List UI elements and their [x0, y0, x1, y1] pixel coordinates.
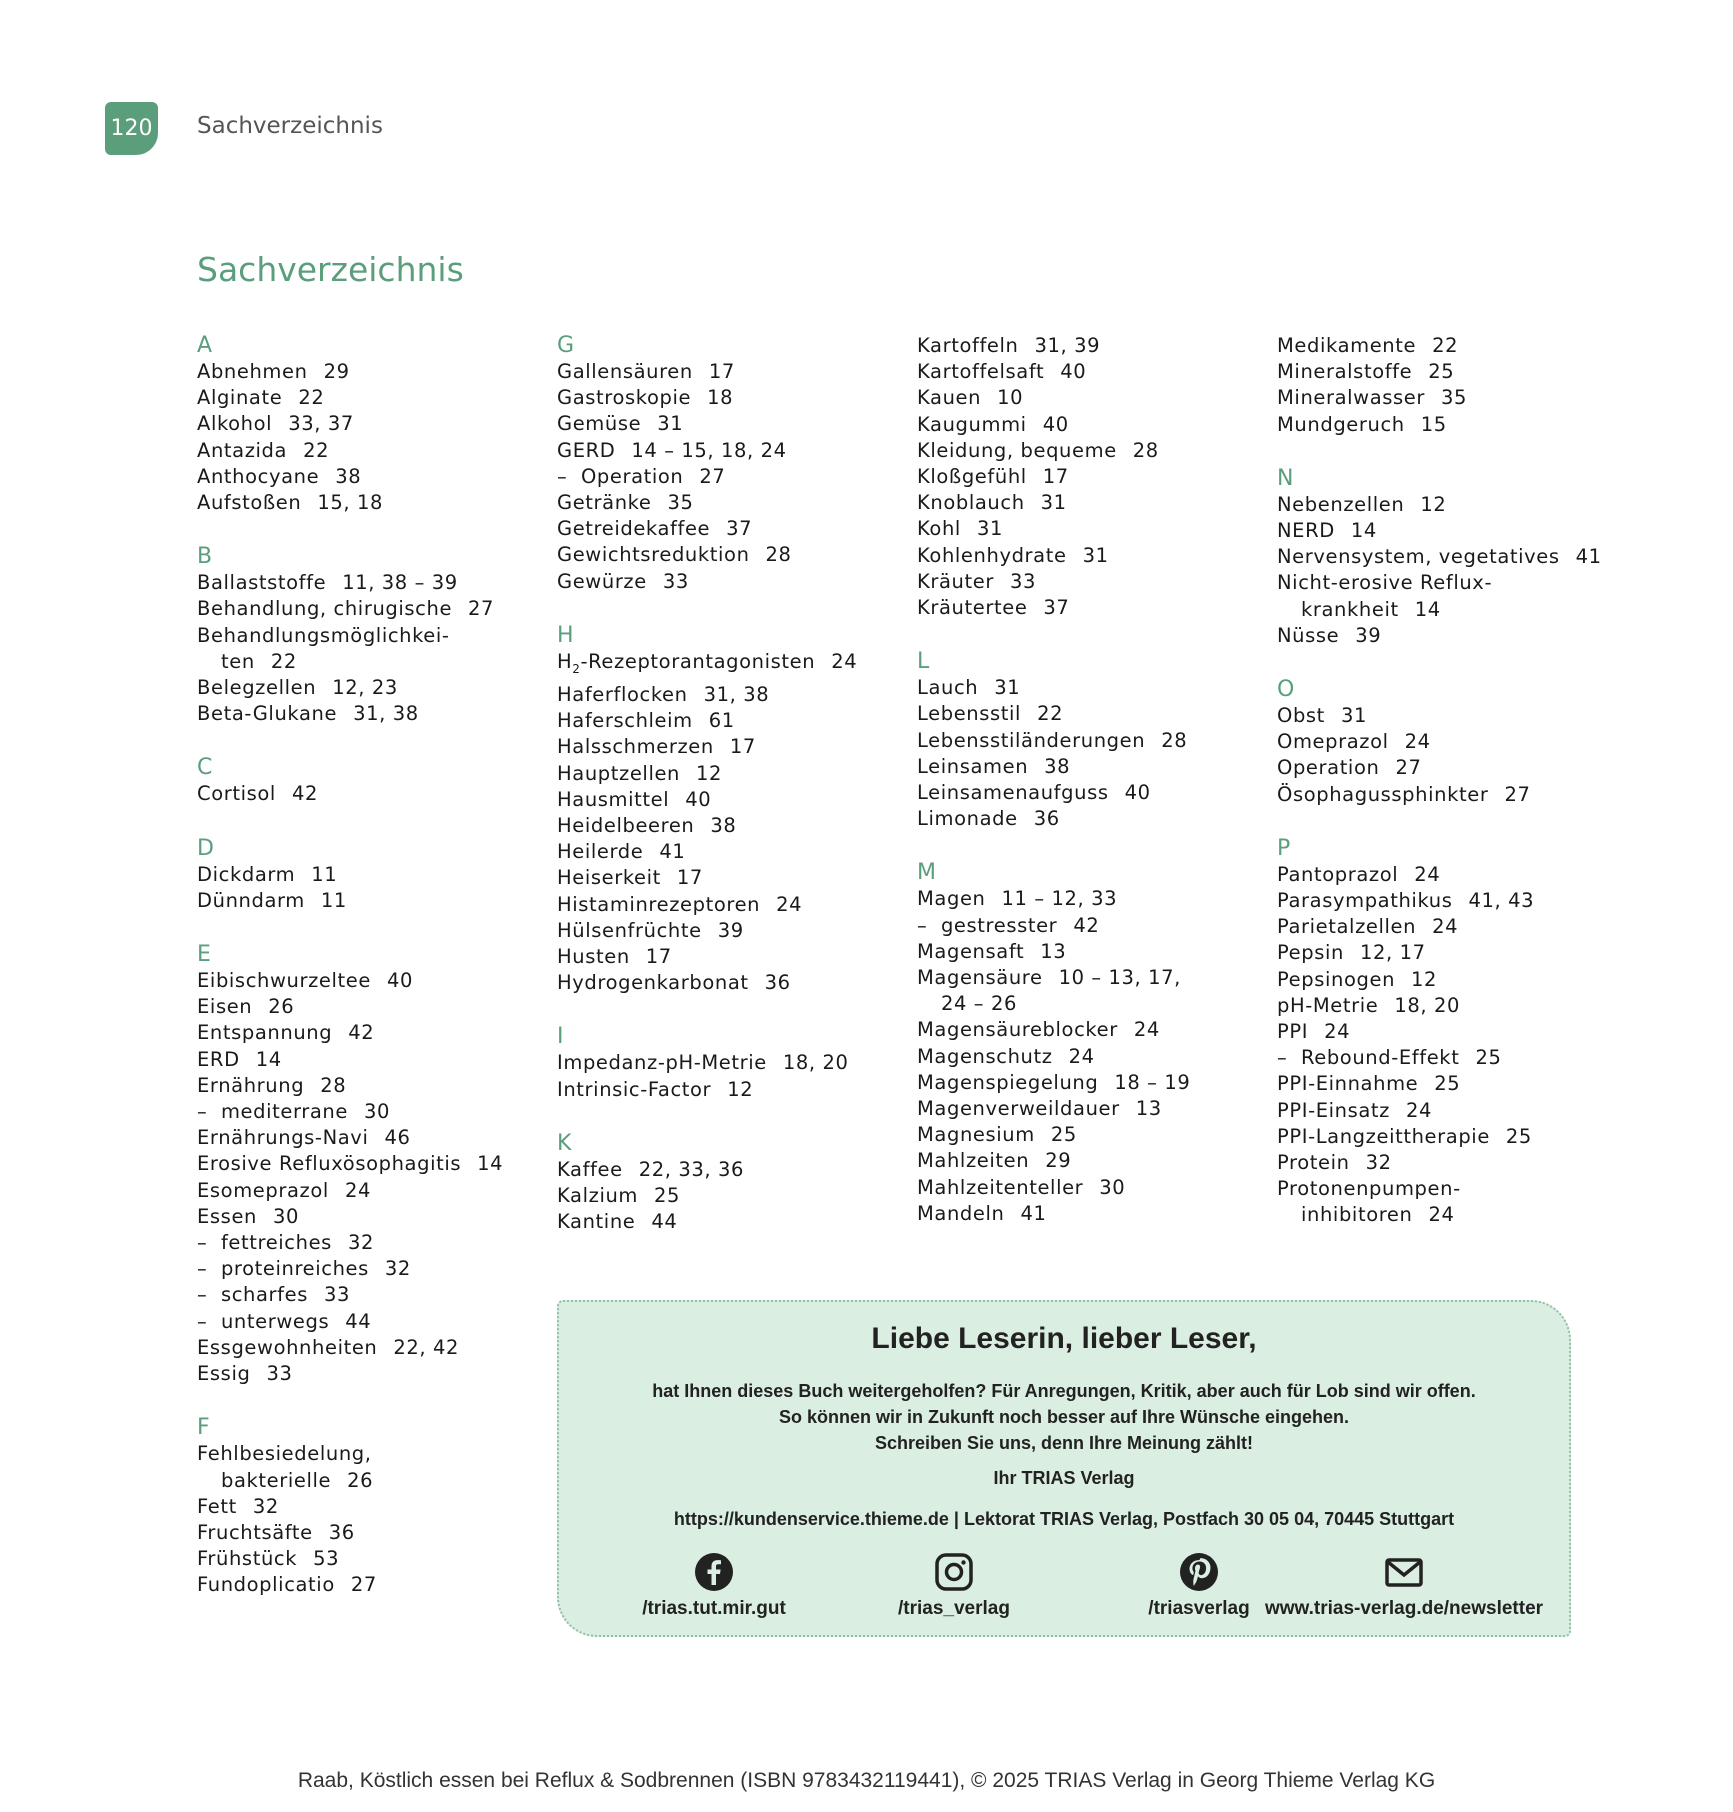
- index-section-m-continued: [1277, 333, 1622, 438]
- index-entry: Mahlzeitenteller 30: [917, 1175, 1126, 1199]
- index-column-2: [557, 333, 902, 1263]
- index-entry: Alginate 22: [197, 386, 325, 410]
- index-entry: Magnesium 25: [917, 1123, 1077, 1147]
- index-entry: Aufstoßen 15, 18: [197, 491, 383, 515]
- index-entry: Halsschmerzen 17: [557, 735, 756, 759]
- index-letter: C: [197, 755, 213, 781]
- index-entry: ERD 14: [197, 1047, 282, 1071]
- index-entry: Pantoprazol 24: [1277, 862, 1441, 886]
- index-entry: Kohl 31: [917, 517, 1003, 541]
- index-entry: Nebenzellen 12: [1277, 492, 1447, 516]
- index-entry: Kräuter 33: [917, 569, 1036, 593]
- social-facebook[interactable]: [589, 1552, 839, 1620]
- index-entry: Ernährung 28: [197, 1073, 347, 1097]
- index-entry: Essig 33: [197, 1362, 293, 1386]
- index-entry: Gewürze 33: [557, 569, 689, 593]
- index-entry: Antazida 22: [197, 438, 330, 462]
- index-entry: Intrinsic-Factor 12: [557, 1077, 754, 1101]
- index-subentry: – Rebound-Effekt 25: [1277, 1045, 1622, 1071]
- mail-icon: [1384, 1552, 1424, 1592]
- index-entry: Kartoffelsaft 40: [917, 360, 1087, 384]
- running-title: Sachverzeichnis: [197, 113, 383, 139]
- index-entry: Heidelbeeren 38: [557, 813, 737, 837]
- index-entry: Cortisol 42: [197, 782, 318, 806]
- index-entry: Kartoffeln 31, 39: [917, 334, 1101, 357]
- index-entry: pH-Metrie 18, 20: [1277, 993, 1461, 1017]
- index-entry: Essgewohnheiten 22, 42: [197, 1335, 460, 1359]
- feedback-text: [559, 1378, 1569, 1456]
- index-entry: Magenschutz 24: [917, 1044, 1095, 1068]
- index-subentry: – proteinreiches 32: [197, 1256, 542, 1282]
- index-entry: Kohlenhydrate 31: [917, 543, 1109, 567]
- index-entry-continued: inhibitoren 24: [1301, 1203, 1455, 1227]
- social-label: /triasverlag: [1148, 1598, 1250, 1619]
- index-entry: Protonenpumpen-: [1277, 1177, 1461, 1201]
- page-number-badge: 120: [105, 102, 158, 155]
- index-entry-continued: bakterielle 26: [221, 1468, 374, 1492]
- index-entry: Medikamente 22: [1277, 334, 1459, 357]
- index-entry: Fundoplicatio 27: [197, 1573, 377, 1597]
- index-entry: Behandlungsmöglichkei-: [197, 623, 450, 647]
- index-letter: P: [1277, 835, 1291, 861]
- index-entry: Mineralstoffe 25: [1277, 360, 1455, 384]
- index-letter: G: [557, 333, 575, 358]
- index-subentry: – fettreiches 32: [197, 1230, 542, 1256]
- index-section-g: [557, 333, 902, 595]
- index-entry: Magen 11 – 12, 33: [917, 887, 1118, 911]
- feedback-line: hat Ihnen dieses Buch weitergeholfen? Für Anregungen, Kritik, aber auch für Lob sind wir offen.: [652, 1381, 1476, 1401]
- index-entry: Fruchtsäfte 36: [197, 1520, 355, 1544]
- feedback-line: Schreiben Sie uns, denn Ihre Meinung zählt!: [874, 1433, 1254, 1453]
- index-entry-continued: 24 – 26: [941, 992, 1017, 1016]
- index-section-p: [1277, 836, 1622, 1229]
- index-entry: Mundgeruch 15: [1277, 412, 1447, 436]
- index-entry: Knoblauch 31: [917, 491, 1067, 515]
- index-subentry: – Operation 27: [557, 464, 902, 490]
- index-entry: Getränke 35: [557, 491, 694, 515]
- index-entry: GERD 14 – 15, 18, 24: [557, 438, 787, 462]
- index-letter: O: [1277, 677, 1295, 703]
- page-title: Sachverzeichnis: [197, 250, 464, 289]
- index-entry: PPI-Einnahme 25: [1277, 1072, 1461, 1096]
- index-letter: H: [557, 622, 575, 648]
- index-entry: NERD 14: [1277, 519, 1377, 543]
- social-links: [559, 1552, 1569, 1622]
- index-entry: Heilerde 41: [557, 840, 686, 864]
- index-section-n: [1277, 466, 1622, 649]
- index-letter: A: [197, 333, 213, 358]
- index-entry: Heiserkeit 17: [557, 866, 703, 890]
- index-entry: Hülsenfrüchte 39: [557, 918, 744, 942]
- index-entry: Kloßgefühl 17: [917, 465, 1069, 489]
- index-entry-continued: ten 22: [221, 649, 297, 673]
- index-entry: Haferflocken 31, 38: [557, 682, 770, 706]
- feedback-line: So können wir in Zukunft noch besser auf Ihre Wünsche eingehen.: [778, 1407, 1350, 1427]
- index-entry: Mandeln 41: [917, 1201, 1047, 1225]
- index-entry: $H_2$-Rezeptorantagonisten 24: [557, 649, 858, 676]
- index-column-1: [197, 333, 542, 1627]
- index-section-d: [197, 836, 542, 914]
- index-section-h: [557, 623, 902, 997]
- index-subentry: – unterwegs 44: [197, 1309, 542, 1335]
- index-entry: Gastroskopie 18: [557, 386, 734, 410]
- index-letter: L: [917, 649, 930, 675]
- index-entry: Parietalzellen 24: [1277, 915, 1459, 939]
- index-entry: Alkohol 33, 37: [197, 412, 354, 436]
- index-entry: Lauch 31: [917, 676, 1021, 700]
- index-entry: Abnehmen 29: [197, 360, 350, 383]
- index-entry: Kantine 44: [557, 1210, 678, 1234]
- index-entry: Magensäure 10 – 13, 17,: [917, 966, 1181, 990]
- index-entry: Leinsamen 38: [917, 754, 1071, 778]
- index-entry: Esomeprazol 24: [197, 1178, 371, 1202]
- index-column-4: [1277, 333, 1622, 1257]
- index-entry: Gallensäuren 17: [557, 360, 735, 383]
- index-section-k-continued: [917, 333, 1262, 621]
- index-entry: Erosive Refluxösophagitis 14: [197, 1152, 504, 1176]
- index-entry: Nüsse 39: [1277, 623, 1382, 647]
- index-entry: Haferschleim 61: [557, 709, 735, 733]
- index-entry: Dickdarm 11: [197, 862, 338, 886]
- index-entry: Nicht-erosive Reflux-: [1277, 571, 1493, 595]
- index-entry: Hydrogenkarbonat 36: [557, 971, 791, 995]
- index-entry: Lebensstiländerungen 28: [917, 728, 1188, 752]
- social-label: /trias.tut.mir.gut: [642, 1598, 786, 1619]
- index-entry: Entspannung 42: [197, 1021, 375, 1045]
- index-entry: Magenspiegelung 18 – 19: [917, 1070, 1191, 1094]
- index-section-a: [197, 333, 542, 516]
- index-entry: Dünndarm 11: [197, 888, 347, 912]
- copyright-footer: Raab, Köstlich essen bei Reflux & Sodbrennen (ISBN 9783432119441), © 2025 TRIAS Verlag in Georg Thieme Verlag KG: [297, 1769, 1436, 1792]
- index-entry: Obst 31: [1277, 704, 1367, 728]
- instagram-icon: [934, 1552, 974, 1592]
- index-subentry: – scharfes 33: [197, 1282, 542, 1308]
- index-entry: Magenverweildauer 13: [917, 1097, 1162, 1121]
- index-section-f: [197, 1415, 542, 1598]
- index-entry: Ösophagussphinkter 27: [1277, 782, 1531, 806]
- index-entry: Ernährungs-Navi 46: [197, 1126, 411, 1150]
- index-entry: Kaffee 22, 33, 36: [557, 1157, 744, 1181]
- feedback-box: [557, 1300, 1571, 1637]
- index-entry: Fehlbesiedelung,: [197, 1442, 372, 1466]
- index-entry: Belegzellen 12, 23: [197, 676, 398, 700]
- index-subentry: – mediterrane 30: [197, 1099, 542, 1125]
- index-entry: Kaugummi 40: [917, 412, 1069, 436]
- index-entry: Nervensystem, vegetatives 41: [1277, 545, 1602, 569]
- index-section-b: [197, 544, 542, 727]
- index-letter: K: [557, 1130, 573, 1156]
- social-label: www.trias-verlag.de/newsletter: [1264, 1598, 1544, 1619]
- social-instagram[interactable]: [829, 1552, 1079, 1620]
- index-entry: Mineralwasser 35: [1277, 386, 1468, 410]
- facebook-icon: [694, 1552, 734, 1592]
- index-entry: PPI-Langzeittherapie 25: [1277, 1124, 1532, 1148]
- index-entry: Protein 32: [1277, 1151, 1392, 1175]
- index-entry: Eisen 26: [197, 995, 295, 1019]
- index-section-e: [197, 942, 542, 1387]
- index-entry: Anthocyane 38: [197, 464, 362, 488]
- index-letter: N: [1277, 465, 1295, 491]
- social-label: /trias_verlag: [898, 1598, 1010, 1619]
- feedback-address[interactable]: https://kundenservice.thieme.de | Lektorat TRIAS Verlag, Postfach 30 05 04, 70445 Stuttgart: [673, 1509, 1455, 1529]
- index-entry: Magensaft 13: [917, 939, 1067, 963]
- index-section-l: [917, 649, 1262, 832]
- index-entry: Omeprazol 24: [1277, 730, 1431, 754]
- index-letter: M: [917, 860, 937, 886]
- index-entry: PPI-Einsatz 24: [1277, 1098, 1433, 1122]
- index-entry: Mahlzeiten 29: [917, 1149, 1072, 1173]
- index-entry: Histaminrezeptoren 24: [557, 892, 803, 916]
- index-entry: Kleidung, bequeme 28: [917, 438, 1159, 462]
- index-entry: Husten 17: [557, 944, 672, 968]
- index-entry: Hauptzellen 12: [557, 761, 723, 785]
- index-entry: Fett 32: [197, 1494, 279, 1518]
- feedback-signature: Ihr TRIAS Verlag: [993, 1468, 1135, 1488]
- index-entry: Kauen 10: [917, 386, 1024, 410]
- index-entry: Operation 27: [1277, 756, 1422, 780]
- index-entry: Pepsin 12, 17: [1277, 941, 1426, 965]
- index-entry: Essen 30: [197, 1204, 300, 1228]
- index-entry: Behandlung, chirugische 27: [197, 597, 495, 621]
- index-entry-continued: krankheit 14: [1301, 597, 1441, 621]
- index-entry: Kräutertee 37: [917, 596, 1070, 620]
- index-column-3: [917, 333, 1262, 1255]
- index-entry: Parasympathikus 41, 43: [1277, 889, 1535, 913]
- index-entry: Gewichtsreduktion 28: [557, 543, 792, 567]
- index-entry: PPI 24: [1277, 1020, 1351, 1044]
- index-entry: Pepsinogen 12: [1277, 967, 1438, 991]
- index-letter: D: [197, 835, 215, 861]
- index-entry: Kalzium 25: [557, 1183, 681, 1207]
- index-entry: Magensäureblocker 24: [917, 1018, 1160, 1042]
- index-section-k: [557, 1131, 902, 1236]
- index-entry: Ballaststoffe 11, 38 – 39: [197, 571, 458, 595]
- index-subentry: – gestresster 42: [917, 913, 1262, 939]
- index-entry: Hausmittel 40: [557, 787, 712, 811]
- social-newsletter[interactable]: [1249, 1552, 1559, 1620]
- index-section-c: [197, 755, 542, 807]
- feedback-title: Liebe Leserin, lieber Leser,: [871, 1322, 1257, 1355]
- index-section-i: [557, 1024, 902, 1102]
- index-entry: Frühstück 53: [197, 1547, 340, 1571]
- index-section-o: [1277, 677, 1622, 808]
- index-entry: Eibischwurzeltee 40: [197, 969, 414, 993]
- index-letter: E: [197, 942, 212, 968]
- index-entry: Limonade 36: [917, 807, 1060, 831]
- index-entry: Leinsamenaufguss 40: [917, 781, 1151, 805]
- pinterest-icon: [1179, 1552, 1219, 1592]
- index-entry: Getreidekaffee 37: [557, 517, 753, 541]
- index-letter: F: [197, 1415, 211, 1441]
- index-entry: Impedanz-pH-Metrie 18, 20: [557, 1051, 849, 1075]
- index-entry: Lebensstil 22: [917, 702, 1064, 726]
- index-letter: B: [197, 544, 213, 570]
- index-entry: Gemüse 31: [557, 412, 684, 436]
- index-entry: Beta-Glukane 31, 38: [197, 702, 419, 726]
- index-section-m: [917, 860, 1262, 1227]
- index-letter: I: [557, 1024, 565, 1050]
